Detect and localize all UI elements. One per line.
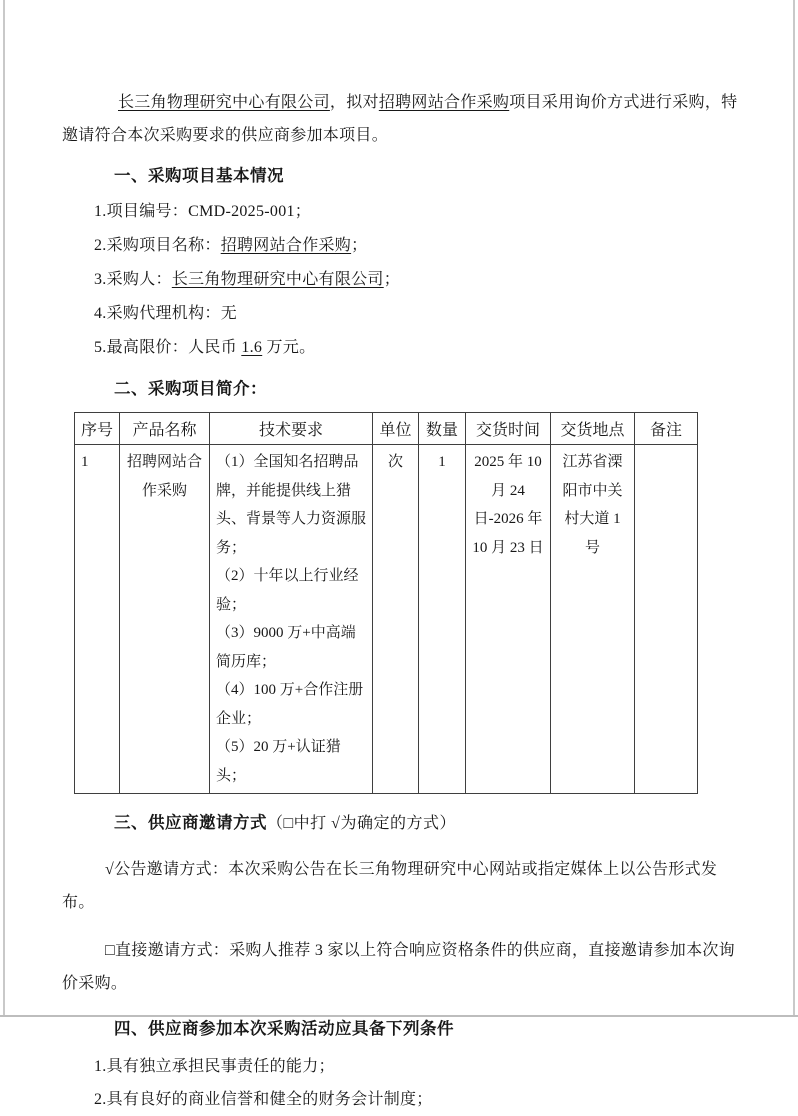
condition-item-credit: 2.具有良好的商业信誉和健全的财务会计制度；	[94, 1091, 433, 1108]
requirement-line: （5）20 万+认证猎头；	[216, 739, 341, 784]
col-header-index: 序号	[75, 413, 120, 445]
col-header-product: 产品名称	[120, 413, 210, 445]
section-heading-conditions: 四、供应商参加本次采购活动应具备下列条件	[114, 1019, 454, 1038]
page-edge-right	[793, 0, 795, 1016]
cell-delivery-place: 江苏省溧阳市中关村大道 1 号	[551, 445, 635, 794]
col-header-remark: 备注	[635, 413, 698, 445]
requirement-line: （1）全国知名招聘品牌，并能提供线上猎头、背景等人力资源服务；	[216, 454, 367, 556]
col-header-requirements: 技术要求	[210, 413, 373, 445]
buyer-name-underlined: 长三角物理研究中心有限公司	[118, 94, 330, 111]
cell-remark	[635, 445, 698, 794]
col-header-delivery-time: 交货时间	[466, 413, 551, 445]
document-page	[62, 86, 742, 1116]
list-item-price-limit: 5.最高限价：人民币 1.6 万元。	[94, 339, 316, 356]
col-header-quantity: 数量	[419, 413, 466, 445]
page-edge-left	[3, 0, 5, 1016]
intro-paragraph	[62, 86, 742, 152]
col-header-unit: 单位	[373, 413, 419, 445]
col-header-delivery-place: 交货地点	[551, 413, 635, 445]
section-heading-invitation	[114, 809, 742, 838]
requirement-line: （4）100 万+合作注册企业；	[216, 682, 364, 727]
cell-product: 招聘网站合作采购	[120, 445, 210, 794]
section-heading-basic-info: 一、采购项目基本情况	[114, 166, 284, 185]
invitation-option-announce: √公告邀请方式：本次采购公告在长三角物理研究中心网站或指定媒体上以公告形式发布。	[62, 861, 718, 911]
requirement-line: （3）9000 万+中高端简历库；	[216, 625, 356, 670]
project-name-underlined: 招聘网站合作采购	[378, 94, 510, 111]
procurement-table	[74, 412, 698, 794]
condition-item-civil-liability: 1.具有独立承担民事责任的能力；	[94, 1058, 335, 1075]
intro-text: ，拟对	[329, 94, 379, 111]
conditions-list	[94, 1050, 742, 1116]
cell-index: 1	[75, 445, 120, 794]
list-item-project-name: 2.采购项目名称：招聘网站合作采购；	[94, 237, 368, 254]
invitation-heading-bold: 三、供应商邀请方式	[114, 813, 267, 832]
list-item-purchaser: 3.采购人：长三角物理研究中心有限公司；	[94, 271, 401, 288]
cell-requirements	[210, 445, 373, 794]
cell-unit: 次	[373, 445, 419, 794]
requirement-line: （2）十年以上行业经验；	[216, 568, 359, 613]
invitation-heading-note: （□中打 √为确定的方式）	[267, 815, 456, 832]
cell-delivery-time: 2025 年 10 月 24 日-2026 年 10 月 23 日	[466, 445, 551, 794]
cell-quantity: 1	[419, 445, 466, 794]
intro-text-rest: 项目采用询价方式进行采购，特邀请符合本次采购要求的供应商参加本项目。	[62, 94, 738, 144]
list-item-project-no: 1.项目编号：CMD-2025-001；	[94, 203, 312, 220]
table-row	[75, 445, 698, 794]
section-heading-project-brief: 二、采购项目简介：	[114, 379, 267, 398]
basic-info-list	[94, 195, 742, 365]
invitation-option-direct: □直接邀请方式：采购人推荐 3 家以上符合响应资格条件的供应商，直接邀请参加本次询价采购。	[62, 942, 735, 992]
list-item-agency: 4.采购代理机构：无	[94, 305, 238, 322]
table-header-row	[75, 413, 698, 445]
